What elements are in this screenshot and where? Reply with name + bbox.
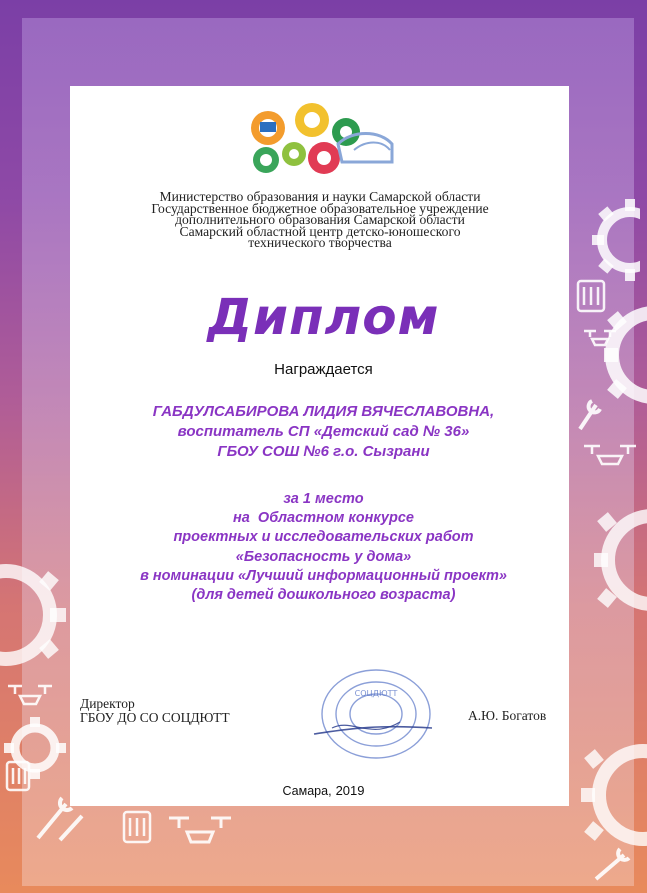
signatory-role: Директор (80, 696, 135, 711)
reason-category: (для детей дошкольного возраста) (191, 587, 456, 604)
recipient-name: ГАБДУЛСАБИРОВА ЛИДИЯ ВЯЧЕСЛАВОВНА, (152, 403, 495, 420)
diploma-title: Диплом (207, 288, 440, 346)
signatory-block (80, 697, 230, 725)
org-line: Государственное бюджетное образовательное учреждение (151, 200, 489, 216)
recipient-position: воспитатель СП «Детский сад № 36» (177, 423, 470, 440)
reason-place: за 1 место (283, 491, 364, 507)
signatory-institution: ГБОУ ДО СО СОЦДЮТТ (80, 710, 230, 725)
wrench-icon (590, 845, 640, 885)
circuit-icon (120, 808, 156, 848)
recipient-block (0, 402, 647, 462)
footer-city: Самара, (282, 784, 332, 798)
reason-topic: «Безопасность у дома» (235, 548, 412, 565)
awarded-label: Награждается (274, 361, 373, 378)
org-line: технического творчества (248, 235, 392, 251)
stamp-text: СОЦДЮТТ (354, 689, 398, 698)
footer-year: 2019 (335, 783, 365, 798)
place-date (0, 783, 647, 798)
signatory-name: А.Ю. Богатов (468, 708, 547, 723)
reason-nomination: в номинации «Лучший информационный проект» (140, 567, 507, 584)
logo-gears-icon (242, 100, 402, 180)
gear-icon (570, 195, 640, 285)
org-line: дополнительного образования Самарской области (175, 212, 465, 228)
organization-header (100, 191, 540, 249)
recipient-school: ГБОУ СОШ №6 г.о. Сызрани (217, 443, 430, 460)
drone-icon (6, 680, 54, 710)
reason-contest: на Областном конкурсе (233, 510, 414, 527)
award-reason (0, 490, 647, 605)
drone-icon (165, 808, 235, 858)
org-line: Министерство образования и науки Самарской области (159, 189, 481, 204)
official-stamp (312, 662, 440, 766)
reason-works: проектных и исследовательских работ (173, 529, 474, 546)
org-line: Самарский областной центр детско-юношеского (179, 223, 461, 239)
